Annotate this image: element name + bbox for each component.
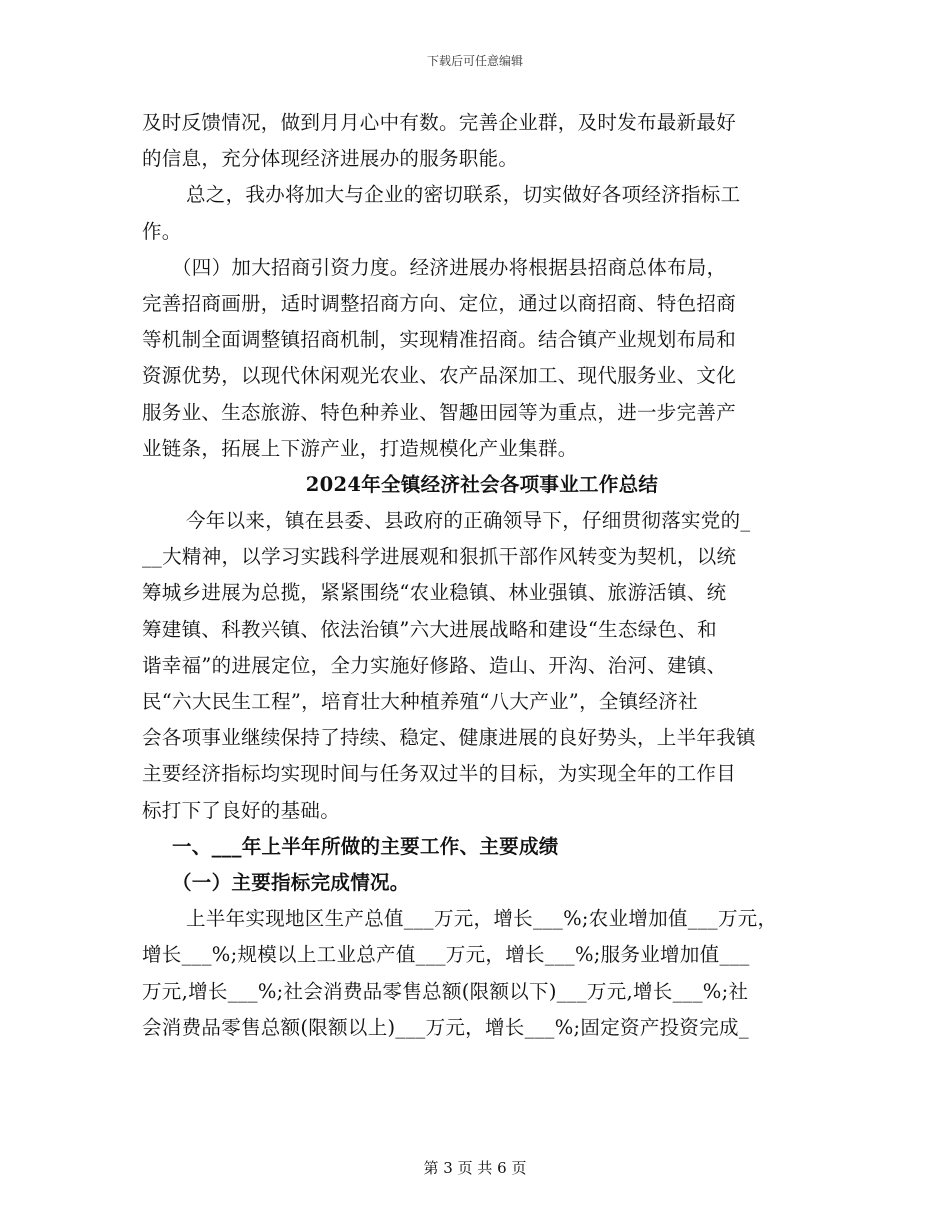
document-body xyxy=(142,105,812,1046)
paragraph-line: （四）加大招商引资力度。经济进展办将根据县招商总体布局， xyxy=(172,255,727,279)
section-title: 2024年全镇经济社会各项事业工作总结 xyxy=(305,472,659,496)
heading-level-2: （一）主要指标完成情况。 xyxy=(172,870,410,894)
paragraph-line: 今年以来，镇在县委、县政府的正确领导下，仔细贯彻落实党的_ xyxy=(186,509,751,533)
paragraph-line: 完善招商画册，适时调整招商方向、定位，通过以商招商、特色招商 xyxy=(142,291,737,315)
paragraph-line: 总之，我办将加大与企业的密切联系，切实做好各项经济指标工 xyxy=(186,183,741,207)
page-footer: 第 3 页 共 6 页 xyxy=(423,1159,527,1177)
paragraph-line: 上半年实现地区生产总值___万元，增长___%;农业增加值___万元， xyxy=(186,907,778,931)
paragraph-line: 主要经济指标均实现时间与任务双过半的目标，为实现全年的工作目 xyxy=(142,762,737,786)
page-header: 下载后可任意编辑 xyxy=(426,54,523,68)
paragraph-line: 筹建镇、科教兴镇、依法治镇”六大进展战略和建设“生态绿色、和 xyxy=(142,617,717,641)
paragraph-line: 万元,增长___%;社会消费品零售总额(限额以下)___万元,增长___%;社 xyxy=(142,979,749,1003)
paragraph-line: 等机制全面调整镇招商机制，实现精准招商。结合镇产业规划布局和 xyxy=(142,328,737,352)
heading-level-1: 一、___年上半年所做的主要工作、主要成绩 xyxy=(172,834,559,858)
paragraph-line: 标打下了良好的基础。 xyxy=(142,798,341,822)
paragraph-line: 会消费品零售总额(限额以上)___万元，增长___%;固定资产投资完成_ xyxy=(142,1015,749,1039)
paragraph-line: 服务业、生态旅游、特色种养业、智趣田园等为重点，进一步完善产 xyxy=(142,400,737,424)
paragraph-line: 的信息，充分体现经济进展办的服务职能。 xyxy=(142,147,519,171)
paragraph-line: 作。 xyxy=(142,219,182,243)
paragraph-line: 谐幸福”的进展定位，全力实施好修路、造山、开沟、治河、建镇、 xyxy=(142,653,727,677)
paragraph-line: 增长___%;规模以上工业总产值___万元，增长___%;服务业增加值___ xyxy=(142,943,750,967)
paragraph-line: 会各项事业继续保持了持续、稳定、健康进展的良好势头，上半年我镇 xyxy=(142,726,756,750)
paragraph-line: 业链条，拓展上下游产业，打造规模化产业集群。 xyxy=(142,436,578,460)
paragraph-line: __大精神，以学习实践科学进展观和狠抓干部作风转变为契机，以统 xyxy=(142,545,737,569)
paragraph-line: 筹城乡进展为总揽，紧紧围绕“农业稳镇、林业强镇、旅游活镇、统 xyxy=(142,581,727,605)
paragraph-line: 民“六大民生工程”，培育壮大种植养殖“八大产业”，全镇经济社 xyxy=(142,690,698,713)
paragraph-line: 资源优势，以现代休闲观光农业、农产品深加工、现代服务业、文化 xyxy=(142,364,737,388)
paragraph-line: 及时反馈情况，做到月月心中有数。完善企业群，及时发布最新最好 xyxy=(142,111,737,134)
